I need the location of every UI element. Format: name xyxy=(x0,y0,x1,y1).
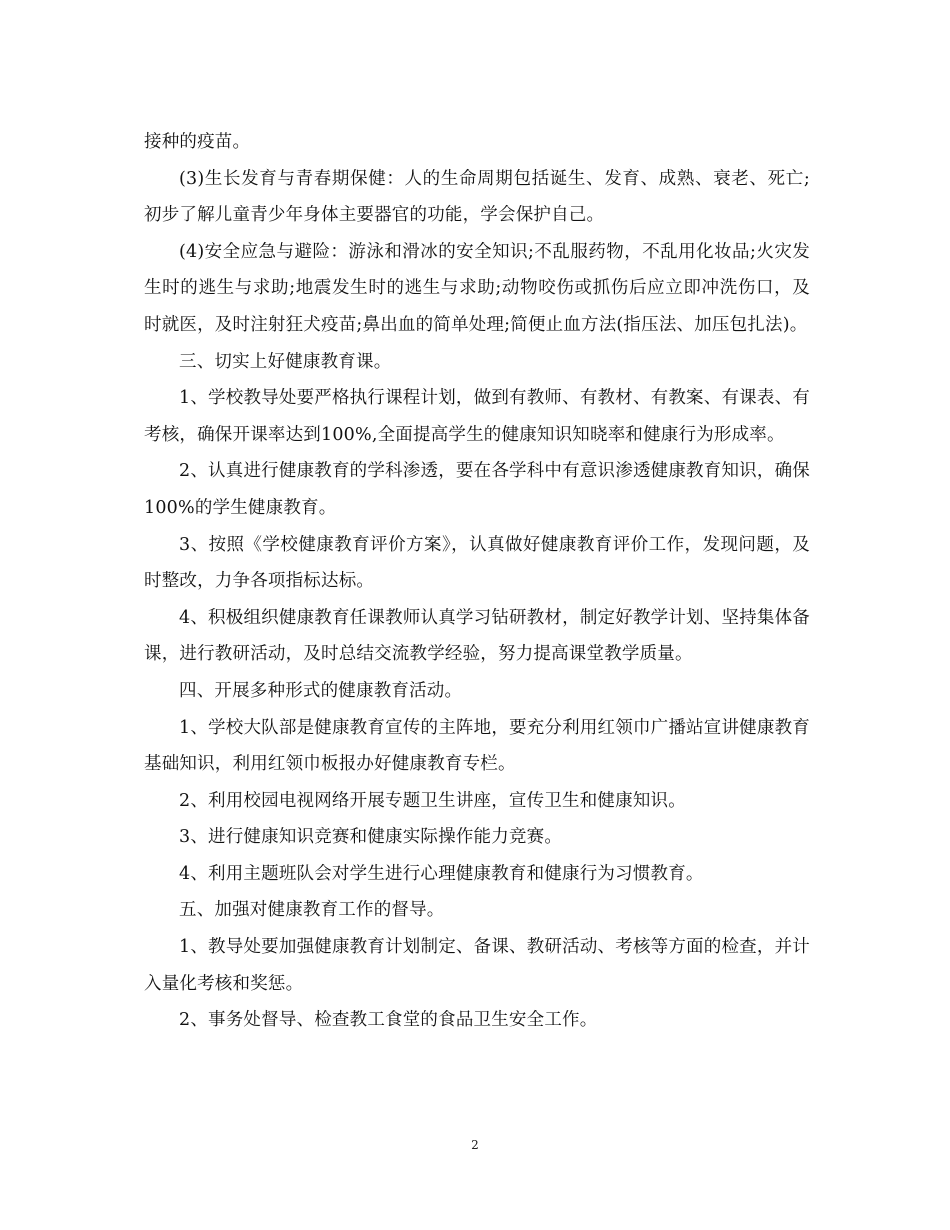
paragraph-continuation: 接种的疫苗。 xyxy=(144,132,251,152)
paragraph-4-1: 1、学校大队部是健康教育宣传的主阵地，要充分利用红领巾广播站宣讲健康教育基础知识，利用红领巾板报办好健康教育专栏。 xyxy=(144,717,810,775)
paragraph-3-1: 1、学校教导处要严格执行课程计划，做到有教师、有教材、有教案、有课表、有考核，确保开课率达到100%,全面提高学生的健康知识知晓率和健康行为形成率。 xyxy=(144,388,810,445)
paragraph-4-3: 3、进行健康知识竞赛和健康实际操作能力竞赛。 xyxy=(179,827,563,848)
paragraph-3-2: 2、认真进行健康教育的学科渗透，要在各学科中有意识渗透健康教育知识，确保100%的学生健康教育。 xyxy=(144,461,810,518)
section-heading-4: 四、开展多种形式的健康教育活动。 xyxy=(179,680,463,701)
section-heading-5: 五、加强对健康教育工作的督导。 xyxy=(179,900,445,921)
paragraph-4-4: 4、利用主题班队会对学生进行心理健康教育和健康行为习惯教育。 xyxy=(179,863,704,884)
paragraph-3-3: 3、按照《学校健康教育评价方案》，认真做好健康教育评价工作，发现问题，及时整改，力争各项指标达标。 xyxy=(144,534,810,592)
paragraph-safety-emergency: (4)安全应急与避险：游泳和滑冰的安全知识;不乱服药物，不乱用化妆品;火灾发生时的逃生与求助;地震发生时的逃生与求助;动物咬伤或抓伤后应立即冲洗伤口，及时就医，及时注射狂犬疫苗;鼻出血的简单处理;简便止血方法(指压法、加压包扎法)。 xyxy=(144,241,810,335)
paragraph-5-2: 2、事务处督导、检查教工食堂的食品卫生安全工作。 xyxy=(179,1010,598,1031)
document-body xyxy=(144,124,810,1039)
paragraph-4-2: 2、利用校园电视网络开展专题卫生讲座，宣传卫生和健康知识。 xyxy=(179,790,686,811)
section-heading-3: 三、切实上好健康教育课。 xyxy=(179,351,392,372)
paragraph-3-4: 4、积极组织健康教育任课教师认真学习钻研教材，制定好教学计划、坚持集体备课，进行教研活动，及时总结交流教学经验，努力提高课堂教学质量。 xyxy=(144,607,810,665)
page-number: 2 xyxy=(471,1138,479,1152)
paragraph-5-1: 1、教导处要加强健康教育计划制定、备课、教研活动、考核等方面的检查，并计入量化考核和奖惩。 xyxy=(144,937,810,994)
paragraph-growth-development: (3)生长发育与青春期保健：人的生命周期包括诞生、发育、成熟、衰老、死亡;初步了解儿童青少年身体主要器官的功能，学会保护自己。 xyxy=(144,168,810,226)
